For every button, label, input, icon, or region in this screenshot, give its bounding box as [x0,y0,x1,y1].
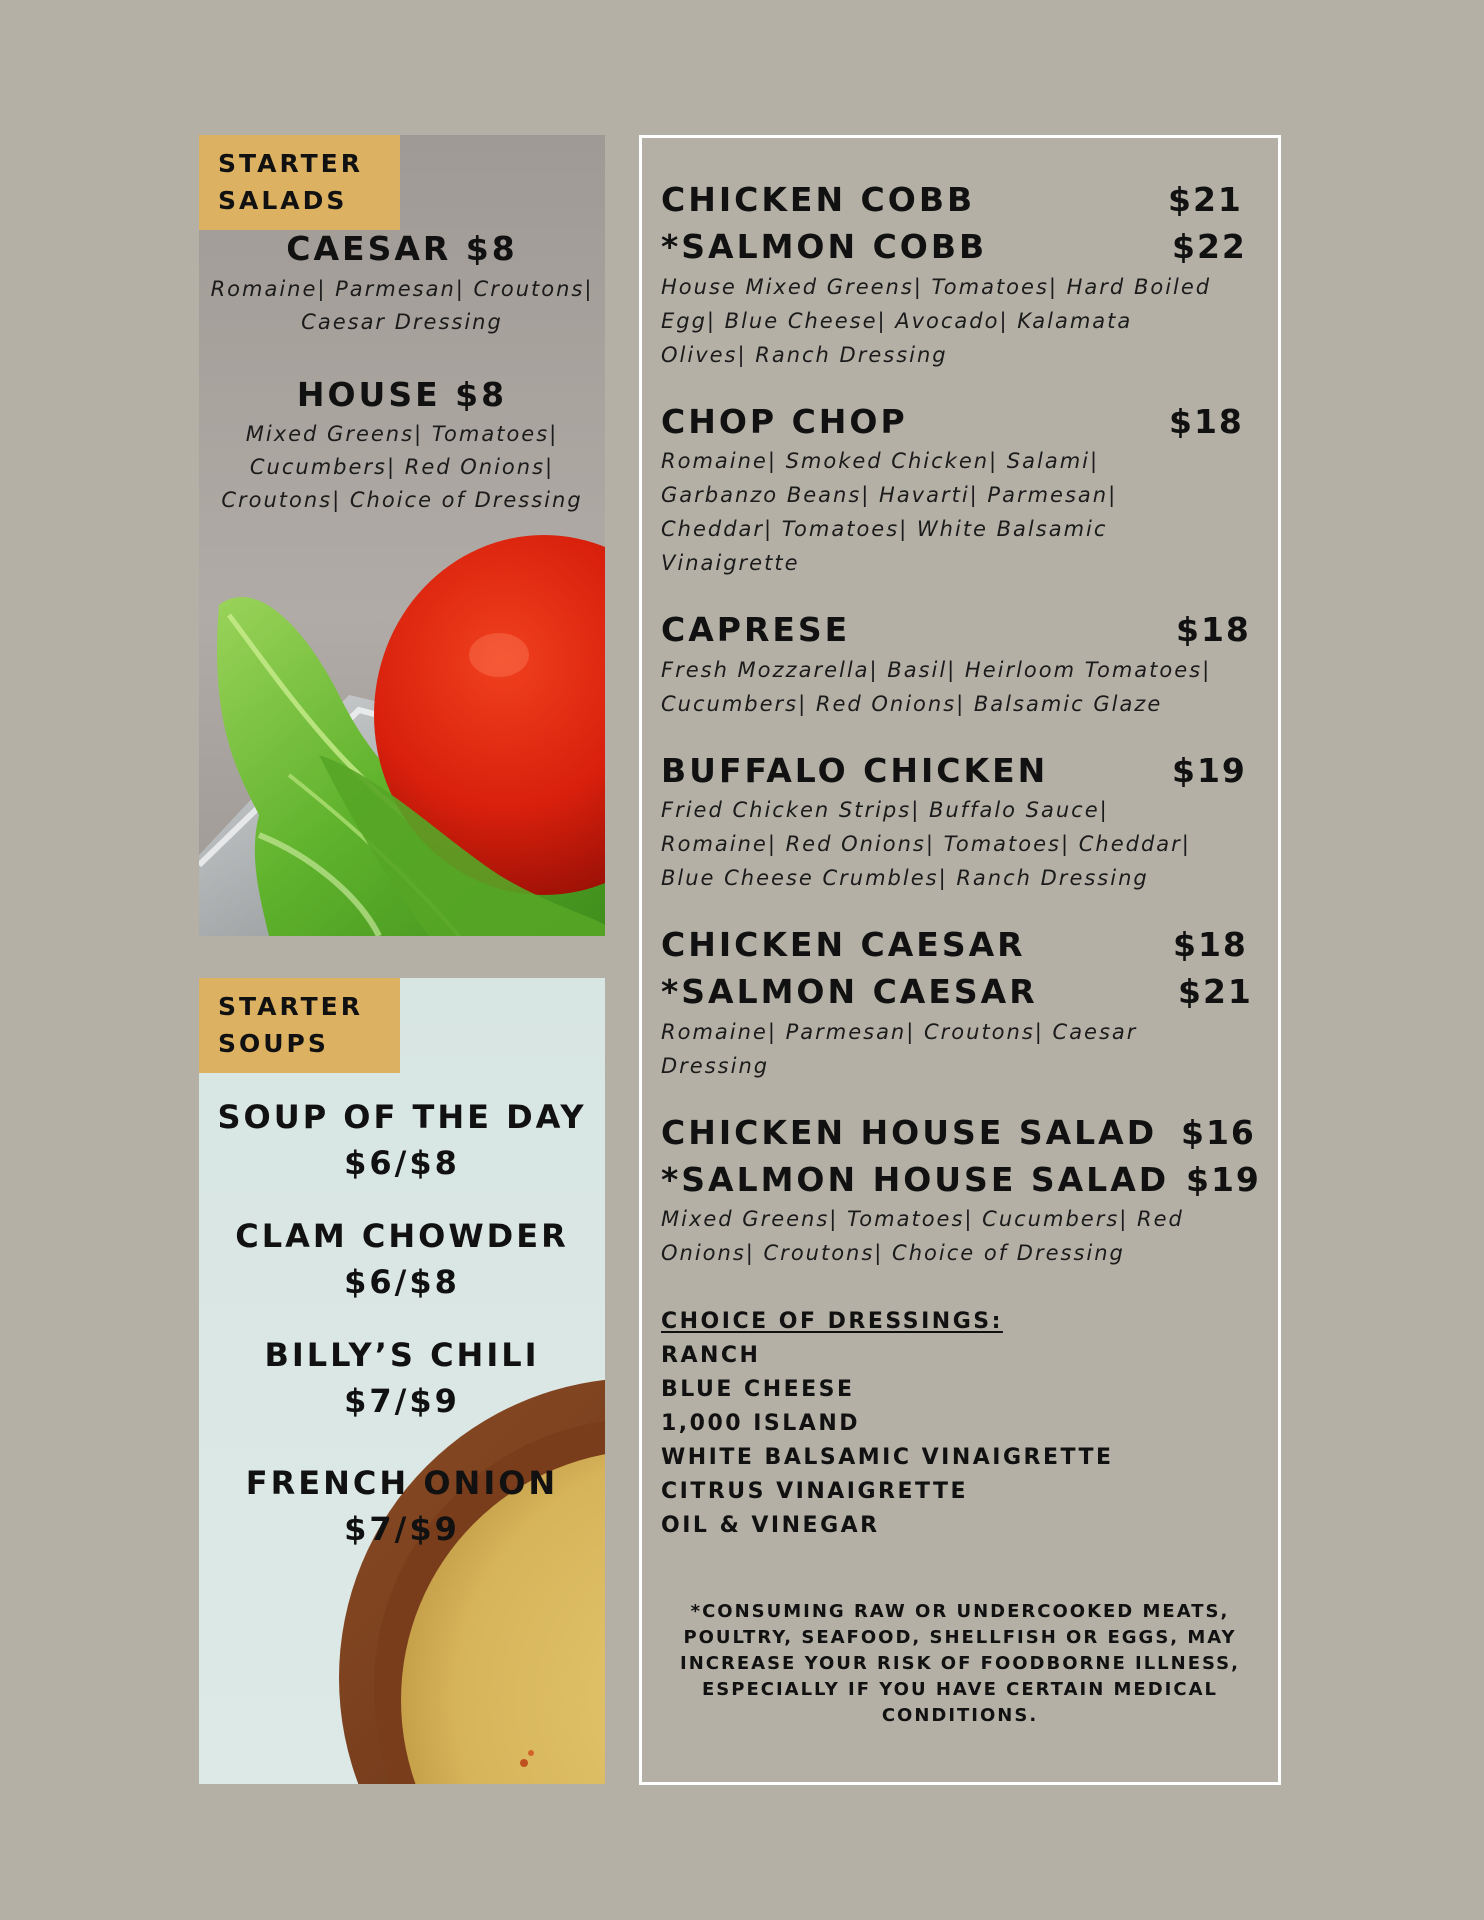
menu-item-price: $18 [1173,925,1248,964]
tag-line: STARTER [218,992,363,1021]
soup-item [199,1094,605,1186]
menu-item-price: $19 [1186,1160,1261,1199]
menu-item-description [661,1202,1261,1270]
notice-line: CONDITIONS. [881,1705,1039,1726]
tag-line: SOUPS [218,1029,329,1058]
dressing-option: CITRUS VINAIGRETTE [661,1479,969,1504]
soup-price: $6/$8 [344,1263,460,1301]
menu-item-name: CAPRESE [661,610,851,649]
caesar-salad-name: CAESAR $8 [286,229,518,268]
description-line: Fresh Mozzarella| Basil| Heirloom Tomatoes| [661,658,1212,682]
soup-item [199,1460,605,1552]
health-notice [662,1599,1258,1729]
description-line: Dressing [661,1054,770,1078]
notice-line: ESPECIALLY IF YOU HAVE CERTAIN MEDICAL [702,1679,1218,1700]
notice-line: INCREASE YOUR RISK OF FOODBORNE ILLNESS, [680,1653,1240,1674]
dressing-option: BLUE CHEESE [661,1377,855,1402]
description-line: Cheddar| Tomatoes| White Balsamic [661,517,1108,541]
starter-soups-panel [199,978,605,1784]
description-line: Garbanzo Beans| Havarti| Parmesan| [661,483,1118,507]
menu-item-name: CHICKEN COBB [661,180,976,219]
menu-item-price: $21 [1178,972,1253,1011]
soup-name: SOUP OF THE DAY [217,1098,587,1136]
description-line: Romaine| Red Onions| Tomatoes| Cheddar| [661,832,1191,856]
menu-item-price: $16 [1181,1113,1256,1152]
dressing-option: RANCH [661,1343,761,1368]
description-line: Vinaigrette [661,551,800,575]
description-line: Onions| Croutons| Choice of Dressing [661,1241,1125,1265]
menu-item-name: *SALMON COBB [661,227,988,266]
description-line: Olives| Ranch Dressing [661,343,948,367]
description-line: House Mixed Greens| Tomatoes| Hard Boiled [661,275,1212,299]
description-line: Romaine| Smoked Chicken| Salami| [661,449,1100,473]
menu-item-price: $19 [1172,751,1247,790]
description-line: Mixed Greens| Tomatoes| [245,422,559,446]
dressing-option: 1,000 ISLAND [661,1411,860,1436]
soup-price: $7/$9 [344,1382,460,1420]
menu-item-description [661,270,1261,372]
starter-salads-tag [199,135,400,230]
menu-item-description [661,793,1261,895]
soup-price: $7/$9 [344,1510,460,1548]
menu-item-price: $21 [1168,180,1243,219]
description-line: Egg| Blue Cheese| Avocado| Kalamata [661,309,1133,333]
soup-item [199,1213,605,1305]
menu-item-description [661,1015,1261,1083]
description-line: Romaine| Parmesan| Croutons| [210,277,594,301]
dressing-option: WHITE BALSAMIC VINAIGRETTE [661,1445,1114,1470]
tag-line: SALADS [218,186,348,215]
soup-item [199,1332,605,1424]
menu-item-price: $22 [1172,227,1247,266]
description-line: Cucumbers| Red Onions| Balsamic Glaze [661,692,1163,716]
caesar-salad-description [199,273,605,339]
notice-line: *CONSUMING RAW OR UNDERCOOKED MEATS, [690,1601,1230,1622]
description-line: Caesar Dressing [301,310,503,334]
menu-item-price: $18 [1169,402,1244,441]
soup-name: FRENCH ONION [245,1464,559,1502]
starter-soups-tag [199,978,400,1073]
menu-item-name: *SALMON CAESAR [661,972,1038,1011]
menu-item-description [661,653,1261,721]
notice-line: POULTRY, SEAFOOD, SHELLFISH OR EGGS, MAY [683,1627,1237,1648]
soup-price: $6/$8 [344,1144,460,1182]
soup-name: CLAM CHOWDER [235,1217,569,1255]
menu-item-price: $18 [1176,610,1251,649]
house-salad-description [199,418,605,517]
menu-item-name: CHOP CHOP [661,402,908,441]
description-line: Croutons| Choice of Dressing [221,488,583,512]
soup-name: BILLY’S CHILI [264,1336,540,1374]
starter-salads-panel [199,135,605,936]
menu-item-description [661,444,1261,580]
house-salad-name: HOUSE $8 [296,375,508,414]
description-line: Fried Chicken Strips| Buffalo Sauce| [661,798,1109,822]
description-line: Cucumbers| Red Onions| [249,455,555,479]
dressing-option: OIL & VINEGAR [661,1513,880,1538]
menu-item-name: *SALMON HOUSE SALAD [661,1160,1170,1199]
menu-item-name: CHICKEN HOUSE SALAD [661,1113,1158,1152]
description-line: Romaine| Parmesan| Croutons| Caesar [661,1020,1138,1044]
tag-line: STARTER [218,149,363,178]
menu-item-name: CHICKEN CAESAR [661,925,1026,964]
menu-item-name: BUFFALO CHICKEN [661,751,1049,790]
description-line: Mixed Greens| Tomatoes| Cucumbers| Red [661,1207,1184,1231]
description-line: Blue Cheese Crumbles| Ranch Dressing [661,866,1149,890]
dressings-title: CHOICE OF DRESSINGS: [661,1309,1003,1334]
